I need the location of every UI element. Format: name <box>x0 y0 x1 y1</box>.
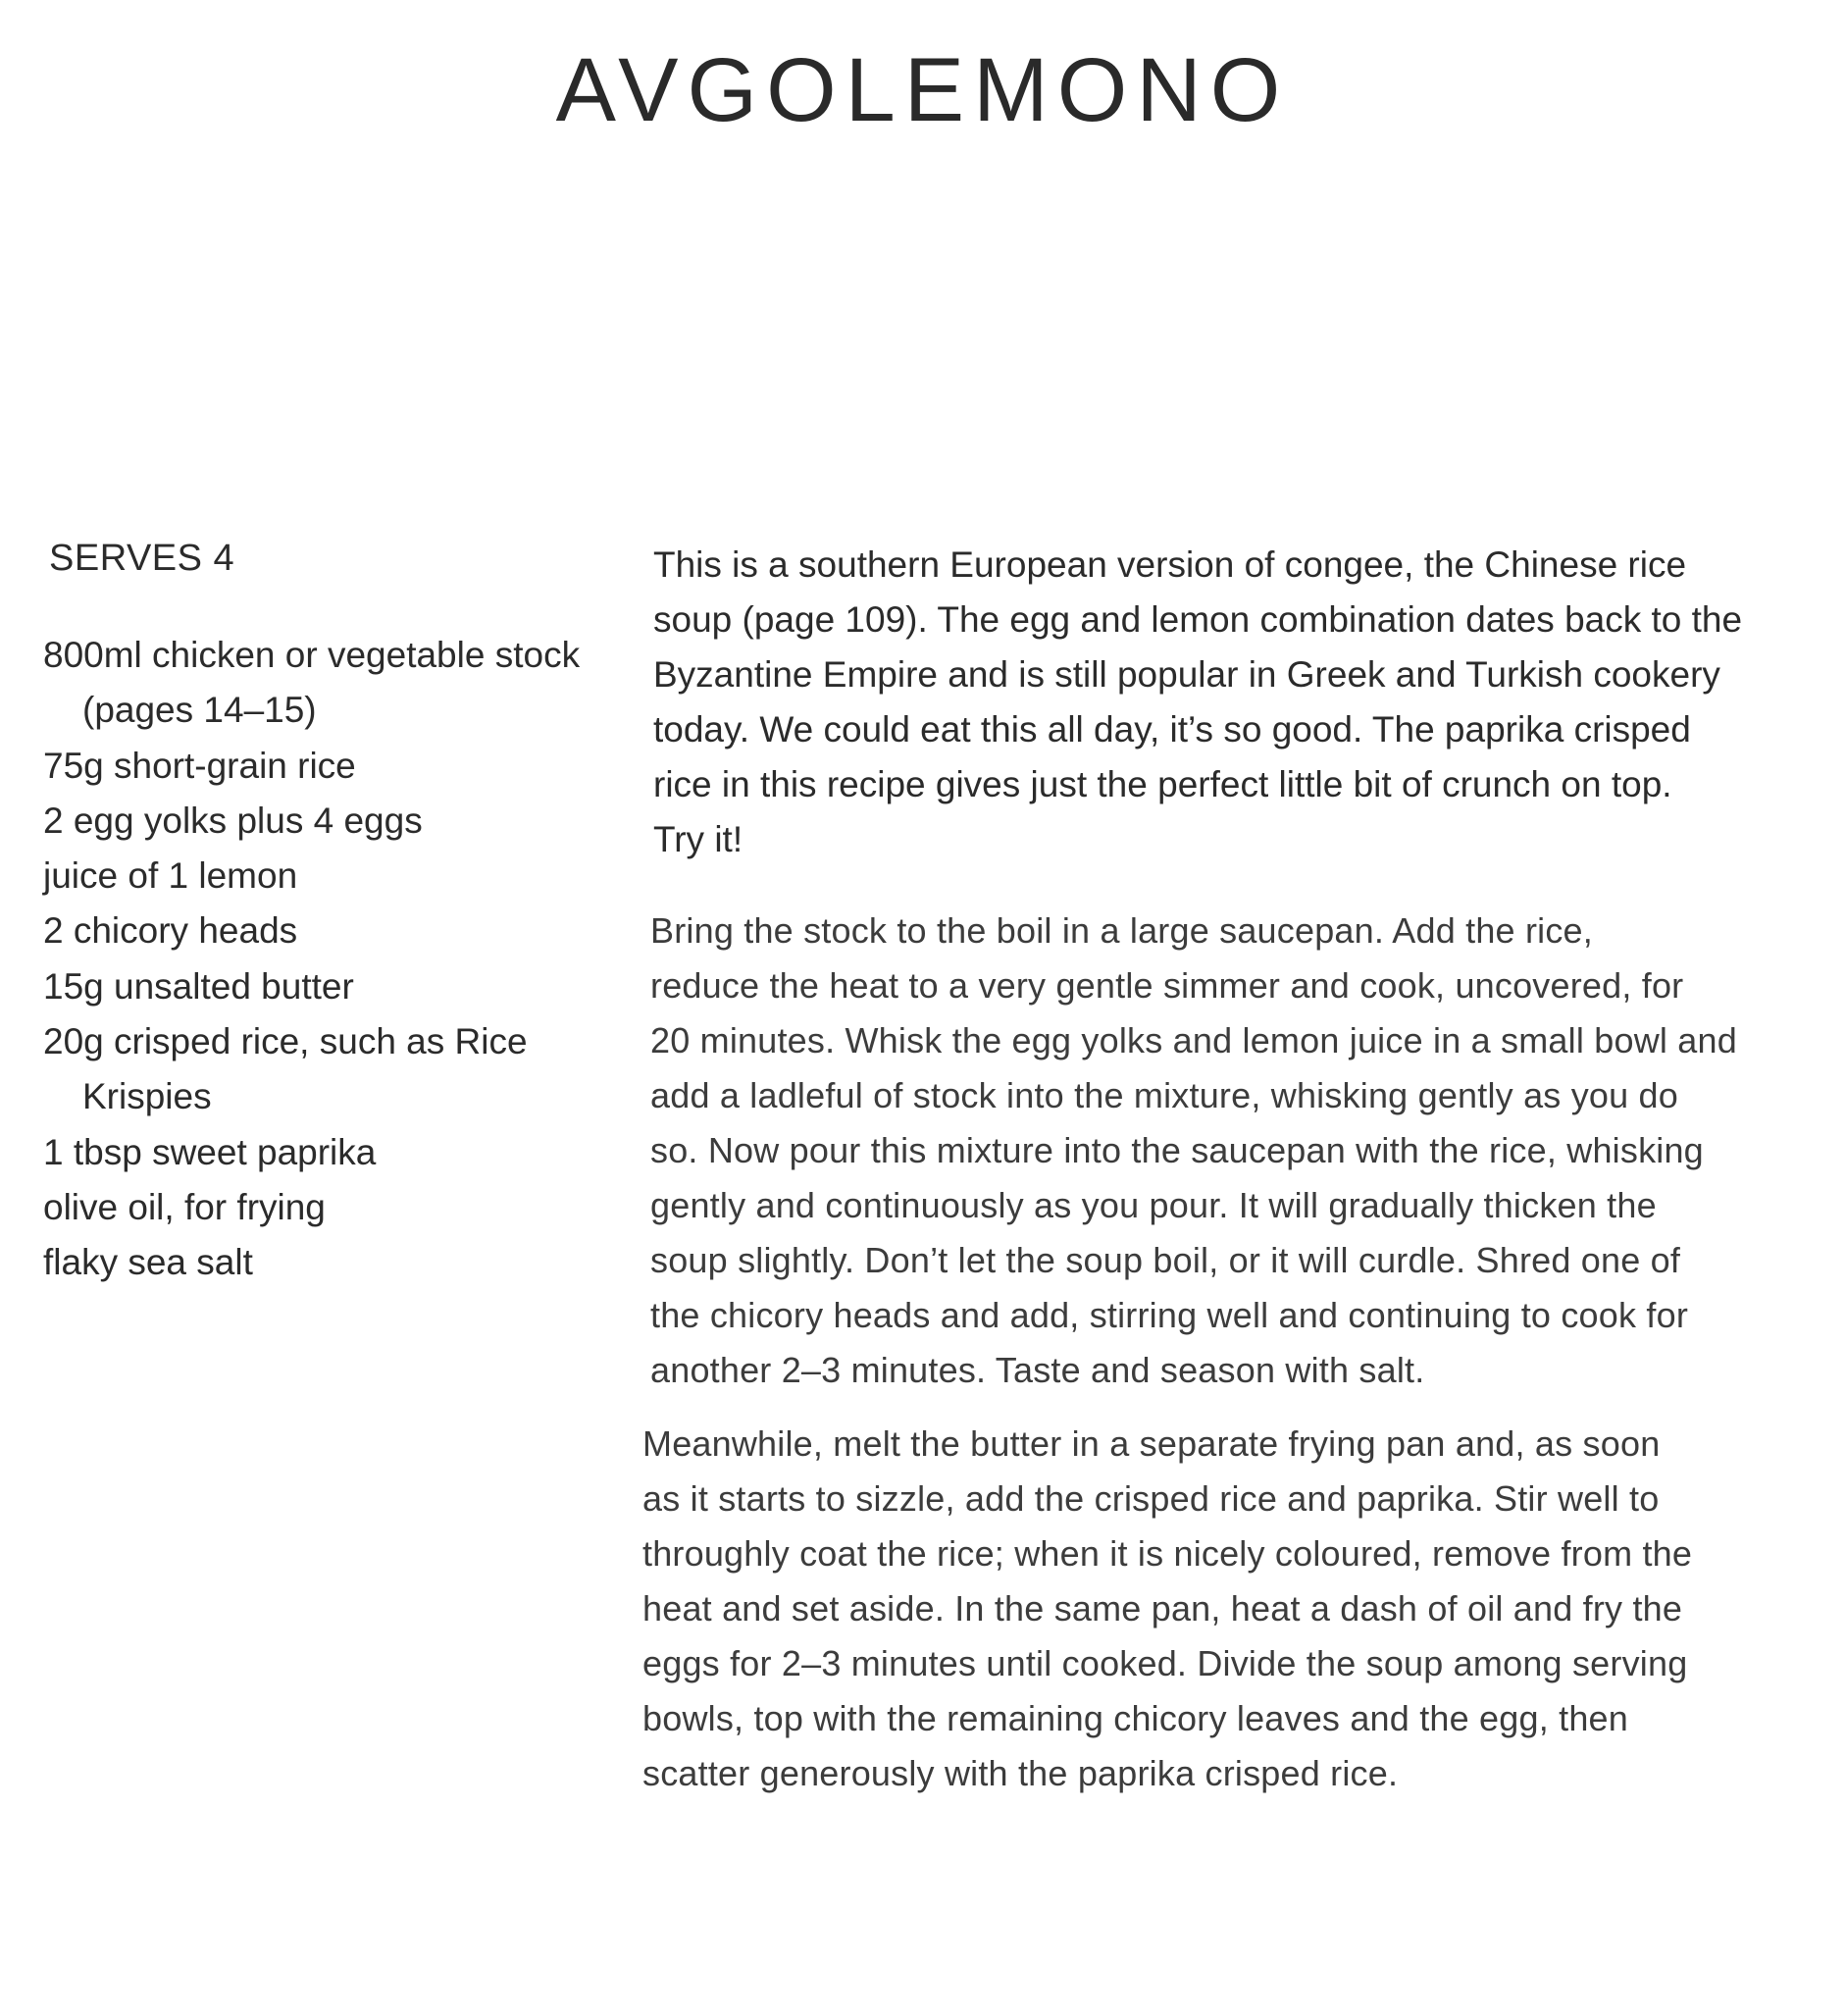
method-line: reduce the heat to a very gentle simmer and cook, uncovered, for <box>650 965 1684 1006</box>
ingredient-item <box>43 959 592 1014</box>
ingredient-item <box>43 1014 592 1125</box>
method-line: the chicory heads and add, stirring well and continuing to cook for <box>650 1295 1689 1335</box>
method-line: so. Now pour this mixture into the saucepan with the rice, whisking <box>650 1130 1704 1170</box>
method-line: scatter generously with the paprika crisped rice. <box>642 1753 1399 1793</box>
method-line: 20 minutes. Whisk the egg yolks and lemon juice in a small bowl and <box>650 1020 1737 1060</box>
method-line: soup slightly. Don’t let the soup boil, or it will curdle. Shred one of <box>650 1240 1681 1280</box>
ingredient-item <box>43 904 592 958</box>
ingredient-text: juice of 1 lemon <box>43 855 298 897</box>
intro-line: rice in this recipe gives just the perfect little bit of crunch on top. <box>653 764 1672 804</box>
method-line: heat and set aside. In the same pan, heat a dash of oil and fry the <box>642 1588 1683 1628</box>
method-line: throughly coat the rice; when it is nicely coloured, remove from the <box>642 1533 1693 1574</box>
ingredient-item <box>43 794 592 849</box>
ingredient-text: 75g short-grain rice <box>43 745 356 786</box>
ingredient-text: 15g unsalted butter <box>43 965 354 1007</box>
intro-line: Try it! <box>653 819 743 859</box>
intro-line: Byzantine Empire and is still popular in Greek and Turkish cookery <box>653 654 1720 695</box>
method-line: Meanwhile, melt the butter in a separate frying pan and, as soon <box>642 1423 1661 1464</box>
ingredient-item <box>43 739 592 794</box>
ingredients-list <box>43 628 592 1291</box>
ingredient-text: 1 tbsp sweet paprika <box>43 1131 377 1172</box>
intro-line: soup (page 109). The egg and lemon combination dates back to the <box>653 599 1743 640</box>
ingredient-text: 2 egg yolks plus 4 eggs <box>43 800 423 841</box>
intro-paragraph <box>653 538 1781 867</box>
recipe-title: AVGOLEMONO <box>555 40 1290 140</box>
ingredient-text: 20g crisped rice, such as Rice Krispies <box>43 1021 528 1117</box>
ingredient-text: 800ml chicken or vegetable stock (pages 14–15) <box>43 635 581 731</box>
serves-label: SERVES 4 <box>49 538 235 579</box>
ingredient-text: olive oil, for frying <box>43 1186 326 1227</box>
ingredient-item <box>43 1235 592 1290</box>
ingredient-text: 2 chicory heads <box>43 910 298 952</box>
method-line: another 2–3 minutes. Taste and season with salt. <box>650 1350 1425 1390</box>
method-step-2 <box>642 1417 1761 1801</box>
intro-line: This is a southern European version of congee, the Chinese rice <box>653 544 1687 585</box>
ingredient-item <box>43 1125 592 1180</box>
method-line: as it starts to sizzle, add the crisped rice and paprika. Stir well to <box>642 1478 1660 1519</box>
method-step-1 <box>650 904 1778 1398</box>
method-line: Bring the stock to the boil in a large saucepan. Add the rice, <box>650 910 1593 951</box>
intro-line: today. We could eat this all day, it’s so good. The paprika crisped <box>653 709 1691 750</box>
ingredient-item <box>43 628 592 739</box>
method-line: gently and continuously as you pour. It will gradually thicken the <box>650 1185 1657 1225</box>
method-line: bowls, top with the remaining chicory leaves and the egg, then <box>642 1698 1628 1738</box>
method-line: add a ladleful of stock into the mixture, whisking gently as you do <box>650 1075 1678 1115</box>
ingredient-item <box>43 849 592 904</box>
method-line: eggs for 2–3 minutes until cooked. Divide the soup among serving <box>642 1643 1688 1683</box>
ingredient-item <box>43 1180 592 1235</box>
ingredient-text: flaky sea salt <box>43 1242 253 1283</box>
